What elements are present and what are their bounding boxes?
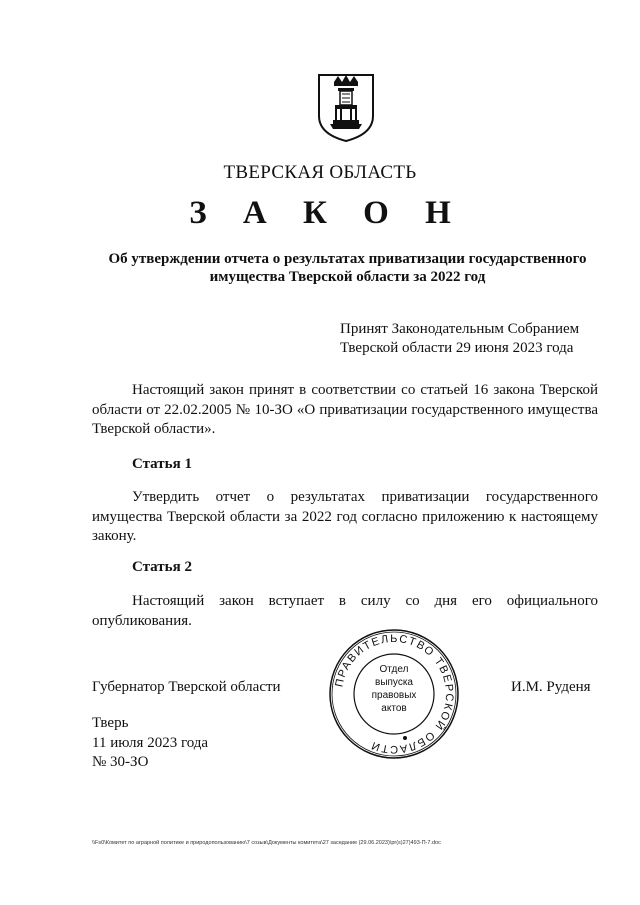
signatory-name: И.М. Руденя (511, 679, 591, 695)
stamp-ring-text: ПРАВИТЕЛЬСТВО ТВЕРСКОЙ ОБЛАСТИ (333, 632, 456, 756)
article-1-text: Утвердить отчет о результатах приватизации государственного имущества Тверской области за 2022 год согласно приложению к настоящему закону. (92, 489, 598, 544)
stamp-center-line-3: правовых (371, 690, 417, 701)
place-date-block (92, 714, 208, 773)
official-stamp (327, 627, 461, 761)
tver-coat-of-arms-emblem (316, 72, 376, 144)
document-type-title: З А К О Н (189, 195, 465, 231)
article-2-heading: Статья 2 (132, 559, 192, 575)
region-name: ТВЕРСКАЯ ОБЛАСТЬ (223, 162, 417, 183)
law-number: № 30-ЗО (92, 754, 149, 770)
article-2-text: Настоящий закон вступает в силу со дня его официального опубликования. (92, 593, 598, 629)
article-2-paragraph (92, 592, 598, 631)
article-1-paragraph (92, 488, 598, 547)
law-subject-line-1: Об утверждении отчета о результатах приватизации государственного (108, 251, 587, 267)
adoption-note (340, 320, 610, 358)
law-subject-line-2: имущества Тверской области за 2022 год (209, 269, 486, 285)
adoption-line-1: Принят Законодательным Собранием (340, 321, 580, 337)
file-path-footer: \\Fs0\Комитет по аграрной политике и природопользованию\7 созыв\Документы комитета\27 заседание (29.06.2023)\pr(s)27)493-П-7.doc (92, 840, 441, 846)
law-subject-title (90, 250, 605, 286)
stamp-center-line-4: актов (381, 703, 407, 714)
preamble-paragraph (92, 381, 598, 440)
signing-date: 11 июля 2023 года (92, 734, 209, 751)
adoption-line-2: Тверской области 29 июня 2023 года (340, 340, 574, 356)
signatory-position: Губернатор Тверской области (92, 679, 281, 695)
article-1-heading: Статья 1 (132, 456, 192, 472)
city: Тверь (92, 715, 129, 731)
preamble-text: Настоящий закон принят в соответствии со статьей 16 закона Тверской области от 22.02.2005 № 10-ЗО «О приватизации государственного имущества Тверской области». (92, 382, 598, 437)
stamp-center-line-2: выпуска (375, 677, 413, 688)
stamp-center-line-1: Отдел (379, 664, 409, 675)
